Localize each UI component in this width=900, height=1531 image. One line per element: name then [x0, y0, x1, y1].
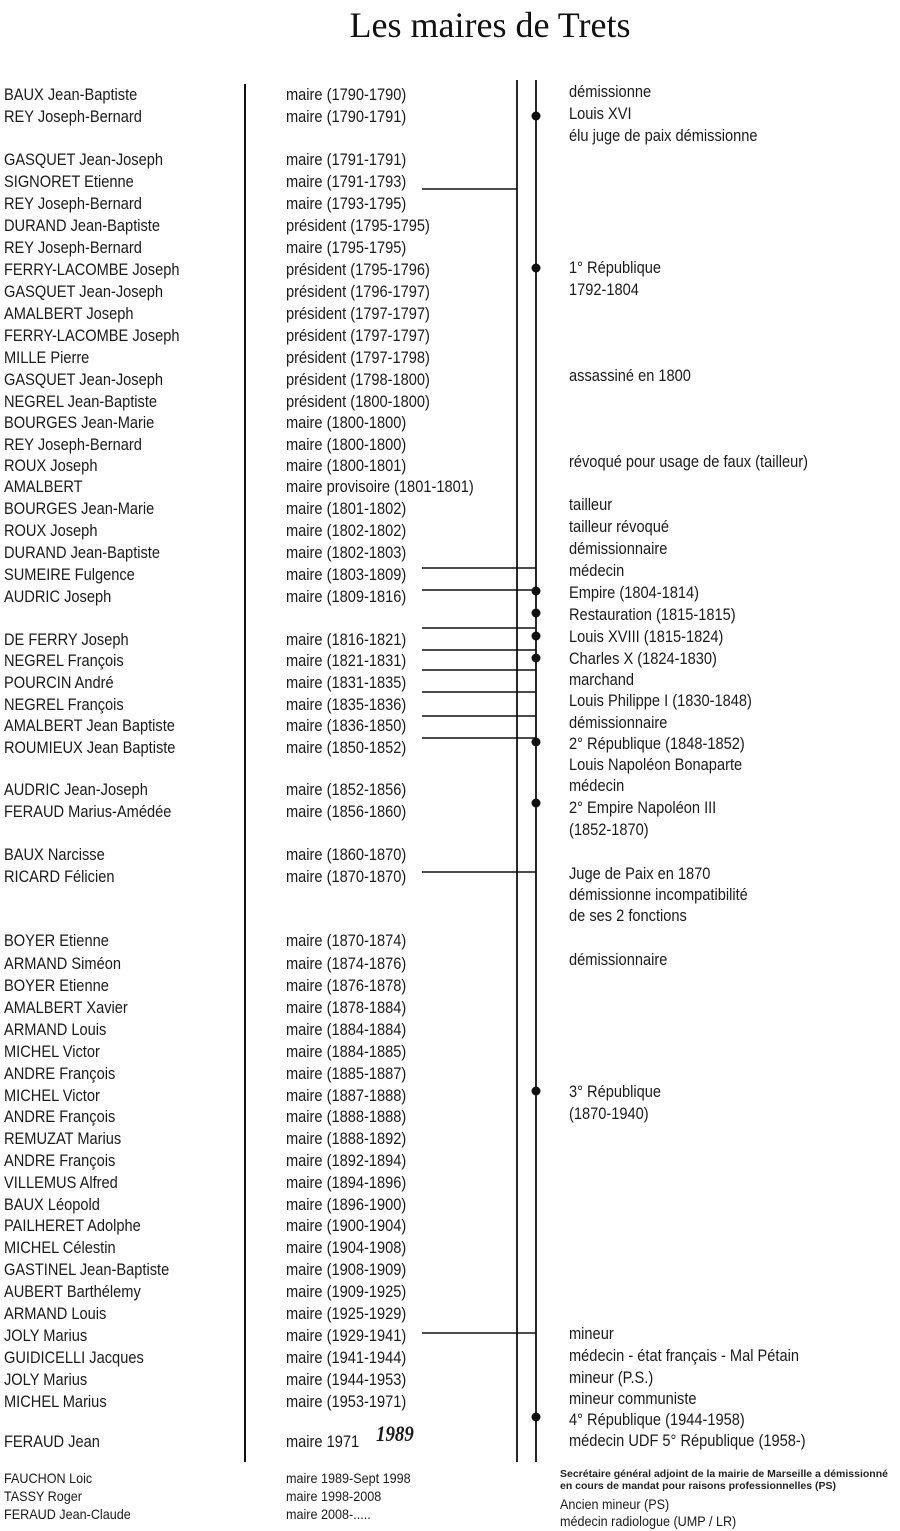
- historical-note: 2° République (1848-1852): [569, 734, 745, 753]
- historical-note: de ses 2 fonctions: [569, 906, 687, 925]
- historical-note: démissionnaire: [569, 539, 668, 558]
- mayor-term: maire (1884-1884): [286, 1020, 407, 1039]
- mayor-term: président (1797-1798): [286, 348, 430, 367]
- mayor-name: FERRY-LACOMBE Joseph: [4, 326, 180, 345]
- mayor-term: maire (1941-1944): [286, 1348, 407, 1367]
- mayor-name: POURCIN André: [4, 673, 114, 692]
- mayor-name: BOYER Etienne: [4, 976, 109, 995]
- page-title: Les maires de Trets: [349, 5, 631, 45]
- mayor-term: maire 1989-Sept 1998: [286, 1470, 411, 1486]
- mayor-name: ANDRE François: [4, 1151, 116, 1170]
- mayor-name: REY Joseph-Bernard: [4, 435, 142, 454]
- historical-note: (1852-1870): [569, 820, 649, 839]
- historical-note: mineur communiste: [569, 1389, 697, 1408]
- mayor-name: MICHEL Victor: [4, 1086, 100, 1105]
- mayor-name: ANDRE François: [4, 1064, 116, 1083]
- historical-note: marchand: [569, 670, 635, 689]
- mayor-term: maire (1884-1885): [286, 1042, 407, 1061]
- mayor-name: GASQUET Jean-Joseph: [4, 370, 164, 389]
- mayor-name: FERAUD Jean-Claude: [4, 1506, 131, 1522]
- mayor-name: JOLY Marius: [4, 1326, 88, 1345]
- mayor-name: AUDRIC Joseph: [4, 587, 112, 606]
- mayor-term: maire (1835-1836): [286, 695, 407, 714]
- mayor-term: maire (1802-1803): [286, 543, 407, 562]
- mayor-name: BOURGES Jean-Marie: [4, 413, 155, 432]
- mayor-name: AMALBERT Xavier: [4, 998, 128, 1017]
- mayor-term: maire (1925-1929): [286, 1304, 407, 1323]
- mayor-term: maire (1801-1802): [286, 499, 407, 518]
- mayor-term: maire (1888-1892): [286, 1129, 407, 1148]
- mayor-term: maire (1836-1850): [286, 716, 407, 735]
- mayor-name: REY Joseph-Bernard: [4, 194, 142, 213]
- timeline-dot: [532, 609, 541, 618]
- mayor-name: GASTINEL Jean-Baptiste: [4, 1260, 170, 1279]
- mayor-name: AMALBERT Jean Baptiste: [4, 716, 175, 735]
- mayor-term: maire (1831-1835): [286, 673, 407, 692]
- mayor-term: maire 1998-2008: [286, 1488, 382, 1504]
- mayor-name: MICHEL Célestin: [4, 1238, 116, 1257]
- historical-note: démissionnaire: [569, 713, 668, 732]
- historical-note: médecin: [569, 561, 625, 580]
- mayor-term: maire (1944-1953): [286, 1370, 407, 1389]
- mayor-term: maire provisoire (1801-1801): [286, 477, 474, 496]
- mayor-name: JOLY Marius: [4, 1370, 88, 1389]
- mayor-name: SUMEIRE Fulgence: [4, 565, 135, 584]
- historical-note: 4° République (1944-1958): [569, 1410, 745, 1429]
- mayor-name: MILLE Pierre: [4, 348, 90, 367]
- historical-note: Juge de Paix en 1870: [569, 864, 711, 883]
- historical-note: mineur (P.S.): [569, 1368, 654, 1387]
- mayor-name: GASQUET Jean-Joseph: [4, 282, 164, 301]
- historical-note: démissionnaire: [569, 950, 668, 969]
- mayor-term: maire (1793-1795): [286, 194, 407, 213]
- mayor-name: ARMAND Louis: [4, 1020, 107, 1039]
- historical-note: tailleur révoqué: [569, 517, 669, 536]
- historical-note: assassiné en 1800: [569, 366, 691, 385]
- mayor-term: maire 2008-.....: [286, 1506, 371, 1522]
- mayor-term: maire (1876-1878): [286, 976, 407, 995]
- mayor-term: maire (1874-1876): [286, 954, 407, 973]
- historical-note: Ancien mineur (PS): [560, 1496, 670, 1512]
- historical-note: Louis XVIII (1815-1824): [569, 627, 724, 646]
- mayor-name: PAILHERET Adolphe: [4, 1216, 141, 1235]
- timeline-dot: [532, 587, 541, 596]
- historical-note: Secrétaire général adjoint de la mairie de Marseille a démissionné: [560, 1468, 888, 1480]
- timeline-dot: [532, 799, 541, 808]
- mayor-name: ANDRE François: [4, 1107, 116, 1126]
- mayor-term: maire (1904-1908): [286, 1238, 407, 1257]
- mayor-term: maire (1802-1802): [286, 521, 407, 540]
- mayor-term: maire (1791-1793): [286, 172, 407, 191]
- mayor-name: REMUZAT Marius: [4, 1129, 122, 1148]
- mayor-term: maire (1909-1925): [286, 1282, 407, 1301]
- mayor-term: maire (1870-1870): [286, 867, 407, 886]
- historical-note: Louis Napoléon Bonaparte: [569, 755, 743, 774]
- mayor-name: FAUCHON Loic: [4, 1470, 93, 1486]
- mayor-name: ARMAND Siméon: [4, 954, 122, 973]
- mayor-term: maire (1885-1887): [286, 1064, 407, 1083]
- mayor-name: FERAUD Marius-Amédée: [4, 802, 172, 821]
- timeline-dot: [532, 264, 541, 273]
- historical-note: médecin: [569, 776, 625, 795]
- mayor-name: BAUX Jean-Baptiste: [4, 85, 138, 104]
- mayor-name: DURAND Jean-Baptiste: [4, 216, 161, 235]
- mayor-name: REY Joseph-Bernard: [4, 238, 142, 257]
- handwritten-year: 1989: [376, 1421, 414, 1446]
- historical-note: Charles X (1824-1830): [569, 649, 717, 668]
- mayor-name: FERRY-LACOMBE Joseph: [4, 260, 180, 279]
- mayor-name: TASSY Roger: [4, 1488, 82, 1504]
- mayor-term: maire (1878-1884): [286, 998, 407, 1017]
- mayor-name: AUBERT Barthélemy: [4, 1282, 141, 1301]
- mayor-term: maire (1900-1904): [286, 1216, 407, 1235]
- mayor-name: BOYER Etienne: [4, 931, 109, 950]
- historical-note: révoqué pour usage de faux (tailleur): [569, 452, 808, 471]
- mayor-term: président (1795-1795): [286, 216, 430, 235]
- mayor-name: SIGNORET Etienne: [4, 172, 134, 191]
- mayor-term: maire (1929-1941): [286, 1326, 407, 1345]
- mayor-name: ROUX Joseph: [4, 456, 98, 475]
- mayor-term: maire (1908-1909): [286, 1260, 407, 1279]
- mayor-name: AMALBERT Joseph: [4, 304, 134, 323]
- mayor-name: AUDRIC Jean-Joseph: [4, 780, 148, 799]
- mayor-name: DE FERRY Joseph: [4, 630, 129, 649]
- mayor-term: maire (1790-1791): [286, 107, 407, 126]
- mayor-name: RICARD Félicien: [4, 867, 115, 886]
- mayor-term: maire (1856-1860): [286, 802, 407, 821]
- mayor-term: maire (1896-1900): [286, 1195, 407, 1214]
- timeline-dot: [532, 654, 541, 663]
- mayor-term: maire (1852-1856): [286, 780, 407, 799]
- mayor-name: GUIDICELLI Jacques: [4, 1348, 144, 1367]
- mayor-term: maire (1816-1821): [286, 630, 407, 649]
- mayor-name: AMALBERT: [4, 477, 83, 496]
- historical-note: Restauration (1815-1815): [569, 605, 736, 624]
- mayor-term: maire (1790-1790): [286, 85, 407, 104]
- mayor-term: maire (1800-1800): [286, 413, 407, 432]
- historical-note: Louis Philippe I (1830-1848): [569, 691, 752, 710]
- mayor-term: maire (1850-1852): [286, 738, 407, 757]
- historical-note: médecin - état français - Mal Pétain: [569, 1346, 799, 1365]
- mayor-term: président (1797-1797): [286, 326, 430, 345]
- mayor-name: NEGREL François: [4, 651, 124, 670]
- timeline-dot: [532, 632, 541, 641]
- mayor-term: maire (1795-1795): [286, 238, 407, 257]
- mayor-term: président (1796-1797): [286, 282, 430, 301]
- historical-note: mineur: [569, 1324, 614, 1343]
- mayor-term: maire 1971: [286, 1432, 360, 1451]
- mayor-name: BAUX Narcisse: [4, 845, 105, 864]
- historical-note: médecin radiologue (UMP / LR): [560, 1513, 737, 1529]
- historical-note: en cours de mandat pour raisons professionnelles (PS): [560, 1480, 836, 1492]
- historical-note: 2° Empire Napoléon III: [569, 798, 717, 817]
- mayor-name: NEGREL Jean-Baptiste: [4, 392, 158, 411]
- mayor-term: maire (1894-1896): [286, 1173, 407, 1192]
- mayor-term: président (1798-1800): [286, 370, 430, 389]
- mayor-term: maire (1953-1971): [286, 1392, 407, 1411]
- historical-note: médecin UDF 5° République (1958-): [569, 1431, 806, 1450]
- mayor-name: FERAUD Jean: [4, 1432, 100, 1451]
- mayor-term: président (1800-1800): [286, 392, 430, 411]
- mayor-name: MICHEL Marius: [4, 1392, 107, 1411]
- mayor-name: REY Joseph-Bernard: [4, 107, 142, 126]
- mayor-name: ROUMIEUX Jean Baptiste: [4, 738, 176, 757]
- mayor-term: maire (1887-1888): [286, 1086, 407, 1105]
- mayor-term: maire (1892-1894): [286, 1151, 407, 1170]
- mayor-name: MICHEL Victor: [4, 1042, 100, 1061]
- mayor-term: maire (1860-1870): [286, 845, 407, 864]
- mayor-term: maire (1809-1816): [286, 587, 407, 606]
- mayor-term: président (1795-1796): [286, 260, 430, 279]
- historical-note: (1870-1940): [569, 1104, 649, 1123]
- mayor-term: maire (1803-1809): [286, 565, 407, 584]
- mayor-term: maire (1800-1801): [286, 456, 407, 475]
- mayor-term: maire (1821-1831): [286, 651, 407, 670]
- historical-note: 1° République: [569, 258, 662, 277]
- historical-note: 3° République: [569, 1082, 662, 1101]
- mayor-name: NEGREL François: [4, 695, 124, 714]
- mayor-name: ROUX Joseph: [4, 521, 98, 540]
- historical-note: 1792-1804: [569, 280, 639, 299]
- mayor-term: maire (1870-1874): [286, 931, 407, 950]
- timeline-dot: [532, 738, 541, 747]
- mayor-name: BOURGES Jean-Marie: [4, 499, 155, 518]
- mayor-name: DURAND Jean-Baptiste: [4, 543, 161, 562]
- mayor-term: président (1797-1797): [286, 304, 430, 323]
- mayor-name: VILLEMUS Alfred: [4, 1173, 118, 1192]
- historical-note: démissionne incompatibilité: [569, 885, 748, 904]
- mayor-name: BAUX Léopold: [4, 1195, 100, 1214]
- mayor-term: maire (1800-1800): [286, 435, 407, 454]
- mayor-term: maire (1791-1791): [286, 150, 407, 169]
- timeline-dot: [532, 112, 541, 121]
- historical-note: tailleur: [569, 495, 613, 514]
- timeline-dot: [532, 1413, 541, 1422]
- historical-note: démissionne: [569, 82, 652, 101]
- historical-note: élu juge de paix démissionne: [569, 126, 758, 145]
- mayor-name: GASQUET Jean-Joseph: [4, 150, 164, 169]
- historical-note: Louis XVI: [569, 104, 632, 123]
- mayor-name: ARMAND Louis: [4, 1304, 107, 1323]
- historical-note: Empire (1804-1814): [569, 583, 700, 602]
- mayor-term: maire (1888-1888): [286, 1107, 407, 1126]
- timeline-dot: [532, 1087, 541, 1096]
